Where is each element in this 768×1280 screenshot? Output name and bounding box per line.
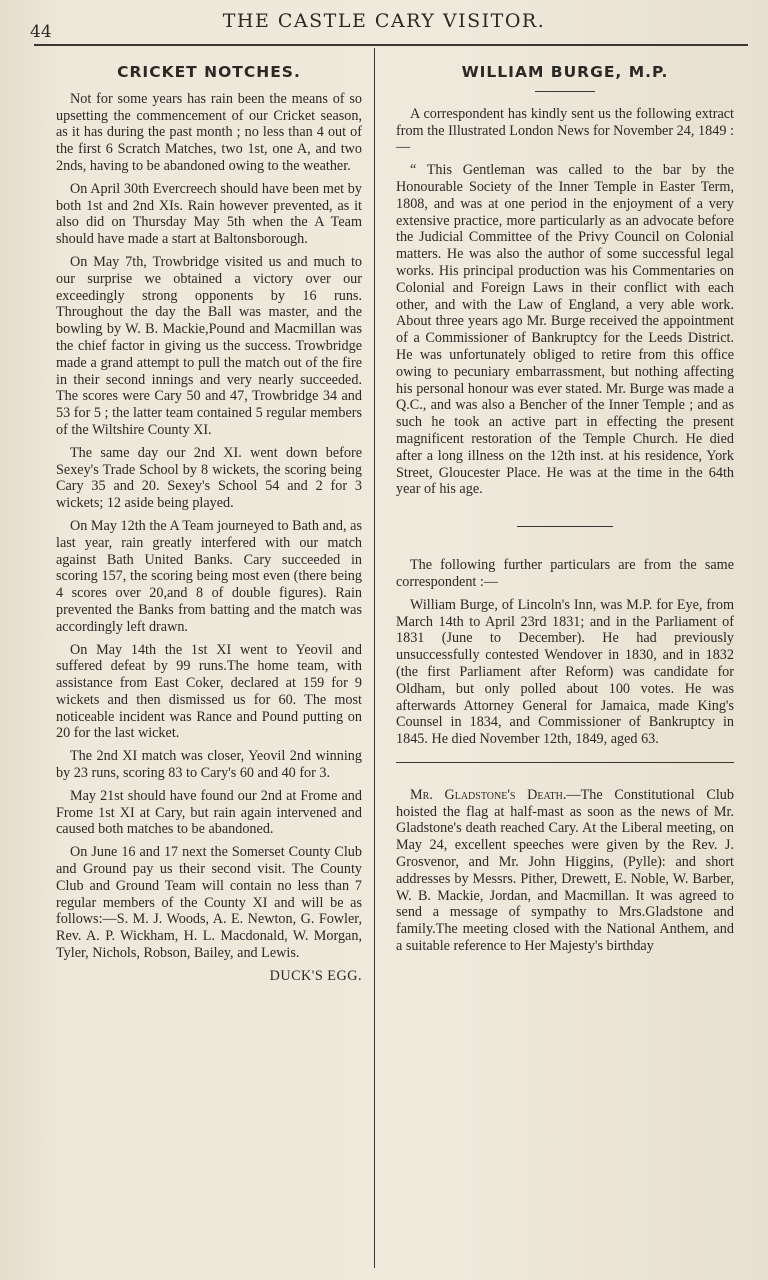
cricket-notches-column [56,48,362,991]
further-particulars: William Burge, of Lincoln's Inn, was M.P. for Eye, from March 14th to April 23rd 1831; and in the Parliament of 1831 (June to December). He had previously unsuccessfully contested Wendover in 1830, and in 1832 (the first Parliament after Reform) was candidate for Oldham, but only polled about 100 votes. He was afterwards Attorney General for Jamaica, made King's Counsel in 1834, and Commissioner of Bankruptcy in 1845. He died November 12th, 1849, aged 63. [396,596,734,748]
burge-quote: “ This Gentleman was called to the bar by the Honourable Society of the Inner Temple in Easter Term, 1808, and was at one period in the enjoyment of a very extensive practice, more particularly as an advocate before the Judicial Committee of the Privy Council on Colonial matters. He was also the author of some successful legal works. His principal production was his Commentaries on Colonial and Foreign Laws in their conflict with each other, and with the Law of England, a very able work. About three years ago Mr. Burge received the appointment of a Commissioner of Bankruptcy for the Leeds District. He was unfortunately obliged to retire from this office owing to pecuniary embarrassment, but nothing affecting his personal honour was ever stated. Mr. Burge was made a Q.C., and was also a Bencher of the Inner Temple ; and as such he took an active part in effecting the present magnificent restoration of the Temple Church. He died after a long illness on the 12th inst. at his residence, York Street, Gloucester Place. He was at the time in the 64th year of his age. [396,162,734,498]
burge-intro: A correspondent has kindly sent us the following extract from the Illustrated London News for November 24, 1849 :— [396,105,734,156]
column-divider [374,48,375,1268]
article-paragraph: On June 16 and 17 next the Somerset County Club and Ground pay us their second visit. The County Club and Ground Team will contain no less than 7 regular members of the County XI and will be as follows:—S. M. J. Woods, A. E. Newton, G. Fowler, Rev. A. P. Wickham, H. L. Macdonald, W. Morgan, Tyler, Nichols, Robson, Bailey, and Lewis. [56,844,362,962]
section-rule [396,762,734,763]
header-rule [34,44,748,46]
page-number: 44 [30,22,52,42]
article-paragraph: The 2nd XI match was closer, Yeovil 2nd winning by 23 runs, scoring 83 to Cary's 60 and 40 for 3. [56,748,362,782]
signature: DUCK'S EGG. [269,967,362,984]
further-intro: The following further particulars are from the same correspondent :— [396,557,734,590]
article-paragraph: On May 7th, Trowbridge visited us and much to our surprise we obtained a victory over our exceedingly strong opponents by 16 runs. Throughout the day the Ball was master, and the bowling by W. B. Mackie,Pound and Macmillan was the chief factor in giving us the success. Trowbridge made a grand attempt to pull the match out of the fire in their second innings and very nearly succeeded. The scores were Cary 50 and 47, Trowbridge 34 and 53 for 5 ; the latter team contained 5 regular members of the Wiltshire County XI. [56,253,362,438]
gladstone-heading: Mr. Gladstone's Death. [410,786,567,803]
running-title: THE CASTLE CARY VISITOR. [222,10,546,32]
article-paragraph: On May 14th the 1st XI went to Yeovil and suffered defeat by 99 runs.The home team, with assistance from East Coker, declared at 159 for 9 wickets and then dismissed us for 60. The most noticeable incident was Rance and Pound putting on 20 for the last wicket. [56,641,362,742]
gladstone-paragraph [396,787,734,955]
article-paragraph: On April 30th Evercreech should have been met by both 1st and 2nd XIs. Rain however prevented, as it also did on Thursday May 5th when the A Team should have made a start at Baltonsborough. [56,180,362,248]
william-burge-column [396,48,734,961]
article-paragraph: On May 12th the A Team journeyed to Bath and, as last year, rain greatly interfered with our match against Bath United Banks. Cary succeeded in scoring 157, the scoring being most even (there being 4 scores over 20,and 8 of double figures). Rain prevented the Banks from batting and the match was accordingly left drawn. [56,517,362,635]
section-separator [517,526,613,527]
article-paragraph: May 21st should have found our 2nd at Frome and Frome 1st XI at Cary, but rain again intervened and caused both matches to be abandoned. [56,787,362,838]
article-paragraph: Not for some years has rain been the means of so upsetting the commencement of our Cricket season, as it has during the past month ; no less than 4 out of the first 6 Scratch Matches, two 1st, one A, and two 2nds, having to be abandoned owing to the weather. [56,90,362,174]
article-paragraph: The same day our 2nd XI. went down before Sexey's Trade School by 8 wickets, the scoring being Cary 35 and 20. Sexey's School 54 and 2 for 3 wickets; 12 aside being played. [56,444,362,512]
title-rule [535,91,595,92]
gladstone-text: —The Constitutional Club hoisted the flag at half-mast as soon as the news of Mr. Gladstone's death reached Cary. At the Liberal meeting, on May 24, excellent speeches were given by the Rev. J. Grosvenor, and Mr. John Higgins, (Pylle): and short addresses by Messrs. Pither, Drewett, E. Noble, W. Barber, W. B. Mackie, Jordan, and Macmillan. It was agreed to send a message of sympathy to Mrs.Gladstone and family.The meeting closed with the National Anthem, and a suitable reference to Her Majesty's birthday [396,786,734,955]
burge-title: WILLIAM BURGE, M.P. [461,63,669,81]
cricket-title: CRICKET NOTCHES. [117,63,301,81]
